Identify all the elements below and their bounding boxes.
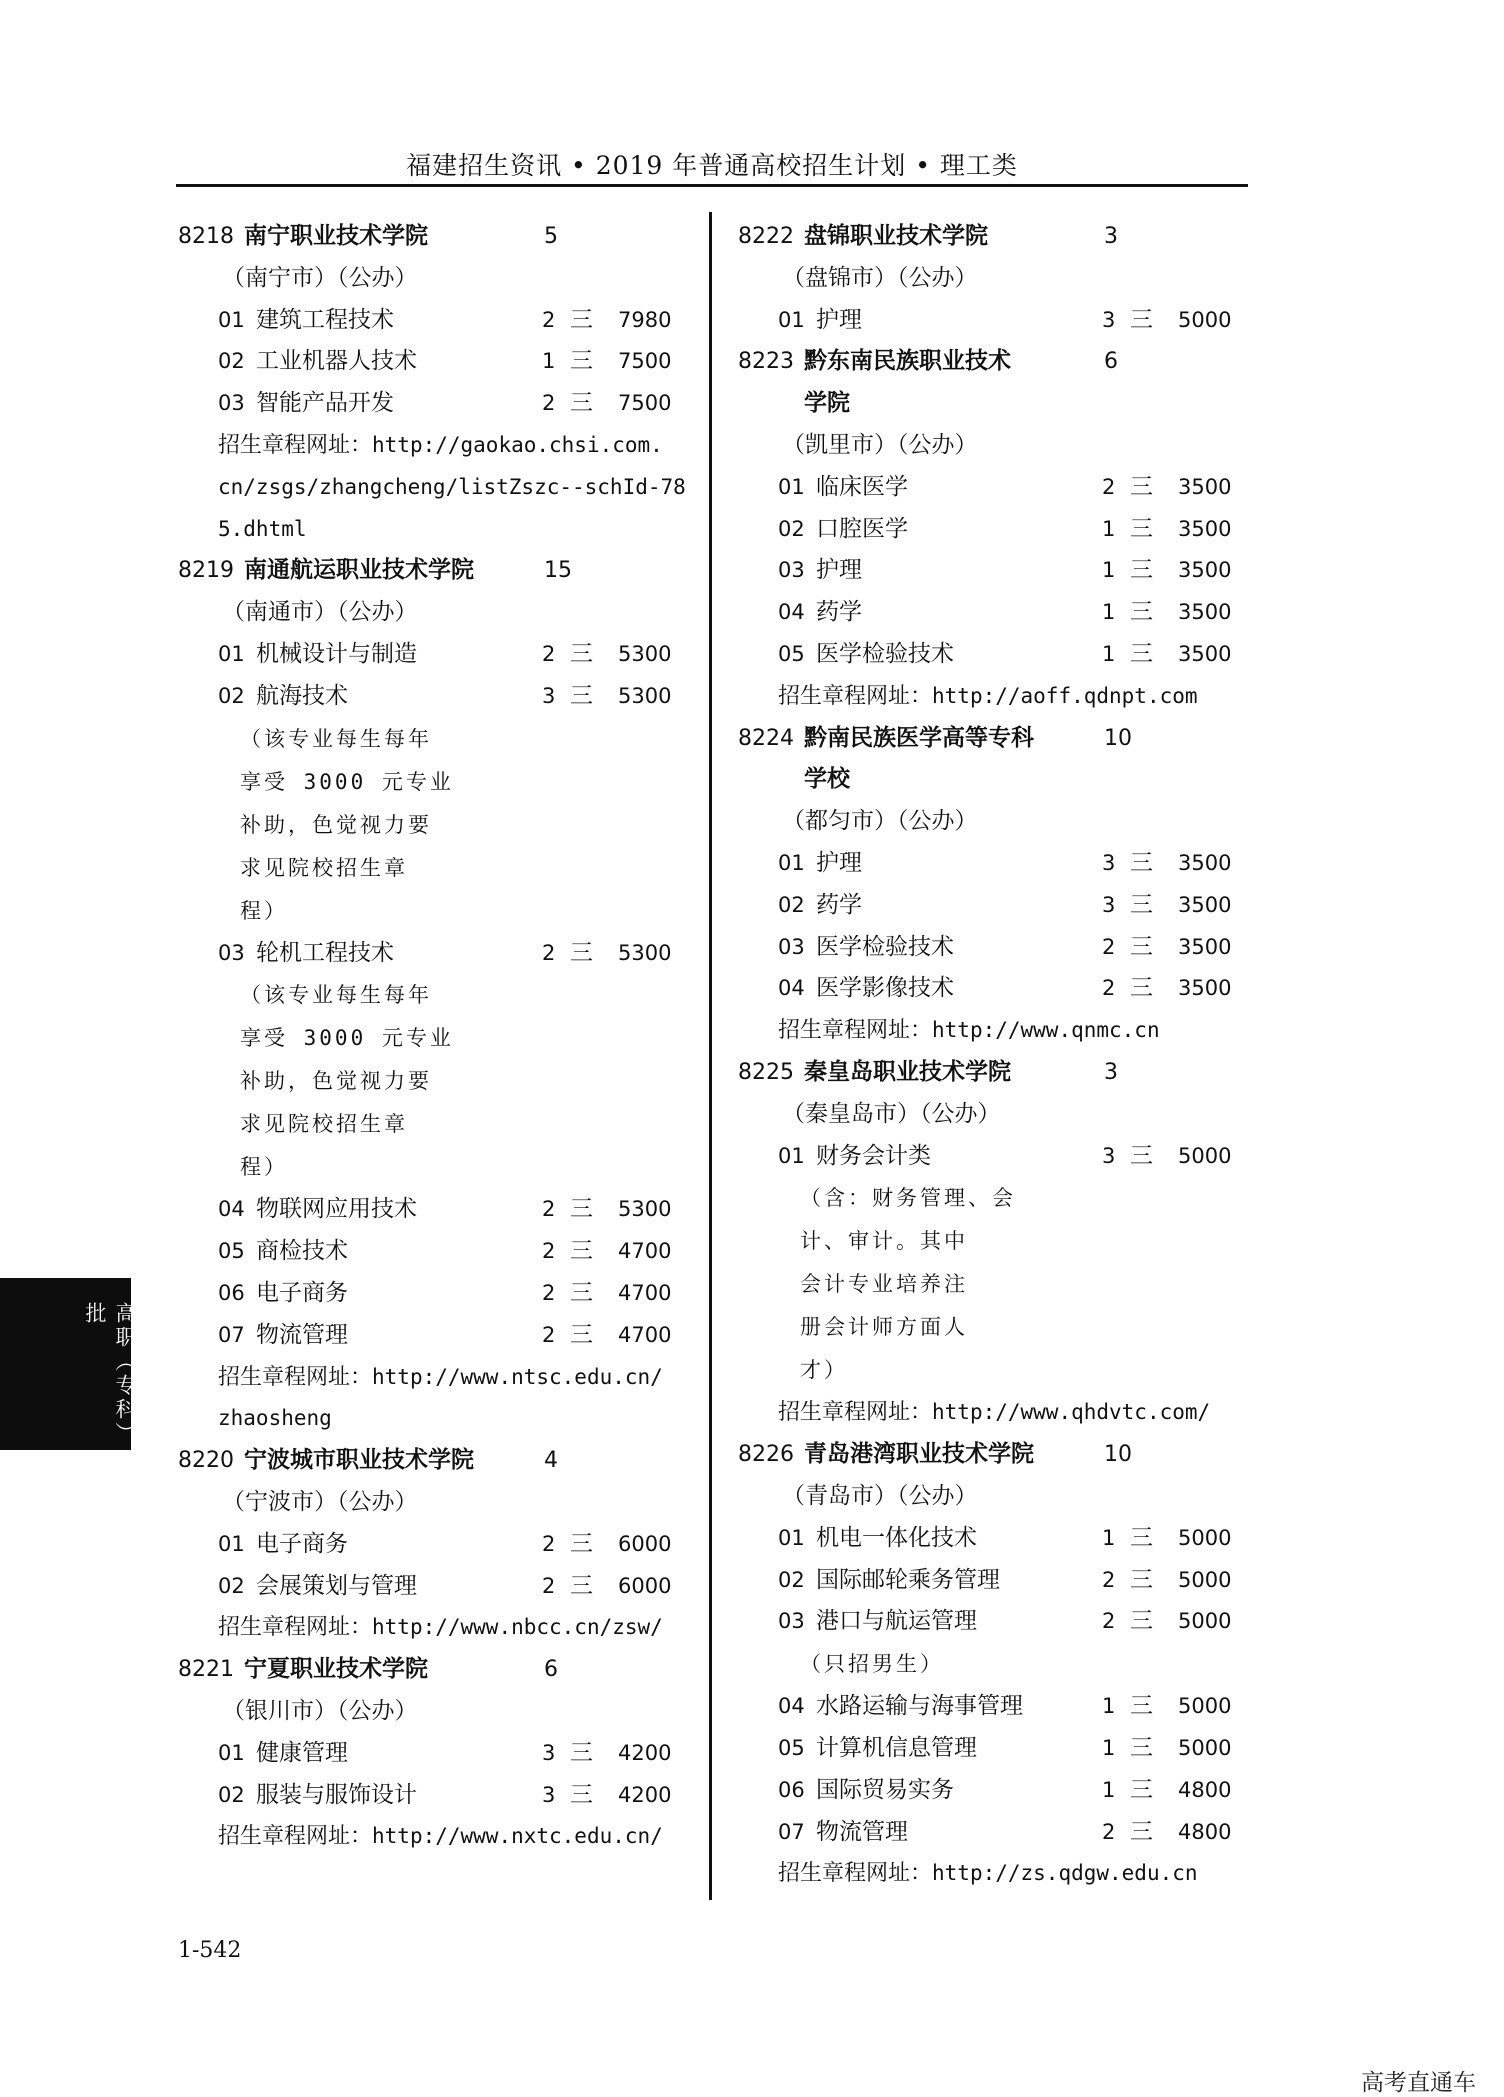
major-number: 05 [218,1239,245,1264]
major-note-line: 册会计师方面人 [800,1315,968,1340]
major-row [738,550,1248,592]
major-note-line: （该专业每生每年 [240,726,432,751]
admission-url[interactable] [178,425,688,467]
major-number: 01 [218,1740,245,1765]
major-number: 01 [218,641,245,666]
school-city: （秦皇岛市）（公办） [782,1100,1001,1127]
major-row [178,1231,688,1273]
major-number: 02 [218,1782,245,1807]
major-plan: 2 [1102,976,1116,1001]
major-number: 05 [778,1735,805,1760]
major-note-line: 求见院校招生章 [240,855,408,880]
major-fee: 5000 [1178,1143,1232,1168]
major-fee: 3500 [1178,474,1232,499]
school-city: （凯里市）（公办） [782,431,978,458]
school-code: 8219 [178,558,234,584]
major-plan: 1 [542,349,556,374]
major-fee: 6000 [618,1573,672,1598]
major-fee: 3500 [1178,516,1232,541]
major-name: 护理 [816,557,862,584]
major-years: 三 [570,1279,593,1306]
url-label: 招生章程网址： [218,1824,373,1850]
major-years: 三 [1130,975,1153,1002]
major-name: 航海技术 [256,682,348,709]
header-rule [176,184,1248,187]
major-plan: 3 [542,683,556,708]
major-row [738,467,1248,509]
school-total: 6 [544,1657,558,1683]
major-name: 物联网应用技术 [256,1196,417,1223]
school-name: 宁夏职业技术学院 [244,1656,428,1683]
page-header-title: 福建招生资讯 • 2019 年普通高校招生计划 • 理工类 [406,151,1018,180]
school-city: （青岛市）（公办） [782,1482,978,1509]
major-row [178,341,688,383]
major-plan: 2 [1102,934,1116,959]
major-fee: 6000 [618,1531,672,1556]
major-plan: 2 [542,307,556,332]
school-code: 8225 [738,1059,794,1085]
major-years: 三 [570,1196,593,1223]
school-entry-8218 [178,216,688,258]
major-row [738,1812,1248,1854]
major-name: 港口与航运管理 [816,1608,977,1635]
school-city: （都匀市）（公办） [782,808,978,835]
major-plan: 2 [542,1531,556,1556]
major-years: 三 [1130,557,1153,584]
major-fee: 3500 [1178,934,1232,959]
major-fee: 5300 [618,940,672,965]
admission-url[interactable] [738,1392,1248,1434]
major-plan: 1 [1102,1777,1116,1802]
left-column [178,216,688,1858]
major-row [738,1686,1248,1728]
major-fee: 3500 [1178,600,1232,625]
school-name: 南通航运职业技术学院 [244,557,474,584]
major-years: 三 [570,1321,593,1348]
major-row [178,634,688,676]
school-code: 8218 [178,224,234,249]
major-name: 财务会计类 [816,1142,931,1169]
major-number: 02 [778,1567,805,1592]
major-years: 三 [570,939,593,966]
major-row [738,300,1248,342]
major-number: 04 [778,976,805,1001]
major-note-line: （只招男生） [800,1652,944,1677]
major-fee: 5000 [1178,1735,1232,1760]
school-total: 4 [544,1448,558,1474]
major-number: 04 [778,600,805,625]
major-plan: 2 [542,1197,556,1222]
school-code: 8223 [738,349,794,375]
major-years: 三 [1130,473,1153,500]
major-row [738,843,1248,885]
school-total: 5 [544,224,558,249]
admission-url[interactable] [738,1010,1248,1052]
major-number: 04 [218,1197,245,1222]
major-years: 三 [570,1781,593,1808]
major-number: 02 [778,516,805,541]
major-plan: 2 [542,1573,556,1598]
major-plan: 3 [1102,892,1116,917]
school-code: 8220 [178,1448,234,1474]
major-fee: 4800 [1178,1777,1232,1802]
major-years: 三 [1130,933,1153,960]
major-plan: 1 [1102,1694,1116,1719]
school-name-cont: 学院 [804,390,850,417]
major-years: 三 [570,348,593,375]
major-row [738,592,1248,634]
major-years: 三 [1130,1776,1153,1803]
school-city: （南通市）（公办） [222,599,418,626]
major-row [738,968,1248,1010]
major-name: 工业机器人技术 [256,348,417,375]
school-entry-8224 [738,718,1248,760]
major-name: 健康管理 [256,1739,348,1766]
major-plan: 2 [542,1322,556,1347]
major-name: 临床医学 [816,473,908,500]
admission-url-continued[interactable]: cn/zsgs/zhangcheng/listZszc--schId-78 [218,474,686,499]
major-fee: 3500 [1178,892,1232,917]
major-number: 04 [778,1694,805,1719]
major-number: 01 [778,850,805,875]
major-number: 06 [218,1280,245,1305]
side-tab-label: 高职（专科）批 [83,1302,137,1446]
major-plan: 2 [542,641,556,666]
major-years: 三 [1130,1142,1153,1169]
url-label: 招生章程网址： [218,432,373,458]
major-fee: 7500 [618,349,672,374]
major-row [178,1315,688,1357]
major-number: 03 [778,558,805,583]
school-name-continued [738,759,1248,801]
major-row [738,634,1248,676]
major-name: 商检技术 [256,1238,348,1265]
major-number: 01 [778,1143,805,1168]
major-fee: 5300 [618,641,672,666]
school-entry-8220 [178,1440,688,1482]
major-note-line: 程） [240,1155,288,1180]
section-side-tab [0,1278,137,1450]
admission-url[interactable] [178,1357,688,1399]
school-name: 宁波城市职业技术学院 [244,1447,474,1474]
major-number: 02 [778,892,805,917]
major-number: 01 [218,307,245,332]
major-name: 建筑工程技术 [256,306,394,333]
school-entry-8226 [738,1434,1248,1476]
school-name-cont: 学校 [804,766,850,793]
major-plan: 2 [542,1280,556,1305]
major-years: 三 [570,682,593,709]
major-name: 计算机信息管理 [816,1734,977,1761]
major-number: 02 [218,349,245,374]
major-note-line: 计、审计。其中 [800,1229,968,1254]
major-row [178,1733,688,1775]
major-row [178,1273,688,1315]
school-name: 黔南民族医学高等专科 [804,724,1034,751]
major-years: 三 [570,390,593,417]
major-number: 01 [778,474,805,499]
school-name-continued [738,383,1248,425]
page-number: 1-542 [178,1938,242,1963]
major-name: 国际邮轮乘务管理 [816,1566,1000,1593]
major-row [738,509,1248,551]
major-name: 轮机工程技术 [256,939,394,966]
admission-url[interactable] [178,1816,688,1858]
major-plan: 1 [1102,516,1116,541]
major-fee: 3500 [1178,976,1232,1001]
major-years: 三 [1130,891,1153,918]
major-number: 03 [218,940,245,965]
major-number: 05 [778,641,805,666]
major-note-line: 才） [800,1358,848,1383]
major-row [738,1728,1248,1770]
major-note-line: 享受 3000 元专业 [240,1026,454,1051]
major-row [738,927,1248,969]
school-entry-8222 [738,216,1248,258]
major-years: 三 [570,1572,593,1599]
major-row [178,383,688,425]
school-total: 10 [1104,725,1132,751]
major-fee: 5000 [1178,1525,1232,1550]
major-number: 07 [218,1322,245,1347]
major-plan: 3 [1102,850,1116,875]
major-note-line: 补助，色觉视力要 [240,1069,432,1094]
school-entry-8219 [178,550,688,592]
major-plan: 1 [1102,1735,1116,1760]
major-name: 机械设计与制造 [256,640,417,667]
major-row [738,1560,1248,1602]
major-plan: 2 [1102,1567,1116,1592]
major-plan: 3 [542,1740,556,1765]
major-plan: 1 [1102,600,1116,625]
major-row [178,676,688,718]
major-fee: 3500 [1178,850,1232,875]
url-text[interactable]: http://aoff.qdnpt.com [932,683,1198,708]
major-number: 01 [218,1531,245,1556]
major-name: 会展策划与管理 [256,1572,417,1599]
major-name: 智能产品开发 [256,390,394,417]
major-fee: 5000 [1178,307,1232,332]
major-note-line: 会计专业培养注 [800,1272,968,1297]
major-fee: 4800 [1178,1819,1232,1844]
major-fee: 4700 [618,1322,672,1347]
major-plan: 2 [1102,1819,1116,1844]
admission-url[interactable] [178,1607,688,1649]
major-fee: 5300 [618,1197,672,1222]
major-number: 06 [778,1777,805,1802]
major-years: 三 [1130,849,1153,876]
school-code: 8221 [178,1657,234,1683]
major-fee: 5000 [1178,1694,1232,1719]
major-years: 三 [1130,306,1153,333]
school-total: 3 [1104,224,1118,249]
major-years: 三 [1130,515,1153,542]
url-label: 招生章程网址： [218,1615,373,1641]
school-entry-8221 [178,1649,688,1691]
major-row [178,1775,688,1817]
major-note-line: （含：财务管理、会 [800,1186,1016,1211]
major-name: 电子商务 [256,1530,348,1557]
major-years: 三 [570,640,593,667]
major-plan: 3 [1102,307,1116,332]
major-plan: 2 [542,391,556,416]
column-divider [709,212,712,1900]
major-fee: 3500 [1178,641,1232,666]
right-column [738,216,1248,1895]
major-name: 医学检验技术 [816,640,954,667]
major-fee: 5300 [618,683,672,708]
school-city: （南宁市）（公办） [222,264,418,291]
major-years: 三 [570,1530,593,1557]
major-note-line: 求见院校招生章 [240,1112,408,1137]
major-years: 三 [1130,640,1153,667]
major-number: 02 [218,683,245,708]
major-fee: 7500 [618,391,672,416]
major-fee: 5000 [1178,1609,1232,1634]
major-fee: 5000 [1178,1567,1232,1592]
major-years: 三 [1130,1734,1153,1761]
major-row [738,1601,1248,1643]
url-label: 招生章程网址： [778,1400,933,1426]
major-years: 三 [1130,1693,1153,1720]
major-name: 药学 [816,891,862,918]
school-code: 8226 [738,1442,794,1468]
major-years: 三 [570,1238,593,1265]
major-number: 01 [778,307,805,332]
url-text[interactable]: http://www.qhdvtc.com/ [932,1400,1211,1425]
school-city: （银川市）（公办） [222,1697,418,1724]
school-total: 3 [1104,1059,1118,1085]
major-years: 三 [570,306,593,333]
school-total: 15 [544,558,572,584]
major-row [738,1136,1248,1178]
watermark: 高考直通车 [1361,2070,1476,2096]
major-note-line: 享受 3000 元专业 [240,769,454,794]
school-code: 8222 [738,224,794,249]
major-number: 03 [218,391,245,416]
major-row [178,300,688,342]
major-fee: 4200 [618,1782,672,1807]
major-years: 三 [1130,599,1153,626]
major-name: 物流管理 [256,1321,348,1348]
major-fee: 3500 [1178,558,1232,583]
school-entry-8225 [738,1052,1248,1094]
major-number: 07 [778,1819,805,1844]
url-label: 招生章程网址： [778,683,933,709]
school-name: 盘锦职业技术学院 [804,223,988,249]
major-plan: 1 [1102,641,1116,666]
school-name: 青岛港湾职业技术学院 [804,1441,1034,1468]
url-label: 招生章程网址： [778,1861,933,1887]
major-name: 服装与服饰设计 [256,1781,417,1808]
major-row [738,885,1248,927]
major-name: 口腔医学 [816,515,908,542]
major-row [178,933,688,975]
major-name: 电子商务 [256,1279,348,1306]
major-note-line: 补助，色觉视力要 [240,812,432,837]
major-number: 02 [218,1573,245,1598]
major-plan: 2 [1102,474,1116,499]
major-name: 护理 [816,849,862,876]
major-row [178,1524,688,1566]
major-plan: 2 [1102,1609,1116,1634]
url-text[interactable]: http://www.nxtc.edu.cn/ [372,1824,663,1849]
major-years: 三 [1130,1566,1153,1593]
school-city: （宁波市）（公办） [222,1488,418,1515]
major-plan: 2 [542,1239,556,1264]
major-number: 03 [778,934,805,959]
major-plan: 2 [542,940,556,965]
major-fee: 4700 [618,1280,672,1305]
major-note-line: 程） [240,898,288,923]
major-row [178,1189,688,1231]
major-name: 国际贸易实务 [816,1776,954,1803]
major-number: 01 [778,1525,805,1550]
major-note-line: （该专业每生每年 [240,983,432,1008]
url-text[interactable]: http://zs.qdgw.edu.cn [932,1861,1198,1886]
major-number: 03 [778,1609,805,1634]
url-text[interactable]: http://www.qnmc.cn [932,1018,1160,1043]
major-row [738,1770,1248,1812]
school-total: 6 [1104,349,1118,375]
major-fee: 7980 [618,307,672,332]
major-name: 水路运输与海事管理 [816,1693,1023,1720]
url-text[interactable]: http://www.ntsc.edu.cn/ [372,1364,663,1389]
major-name: 医学检验技术 [816,933,954,960]
school-code: 8224 [738,725,794,751]
school-name: 南宁职业技术学院 [244,223,428,249]
url-text[interactable]: http://gaokao.chsi.com. [372,432,663,457]
url-label: 招生章程网址： [778,1018,933,1044]
major-fee: 4200 [618,1740,672,1765]
admission-url[interactable] [738,676,1248,718]
major-years: 三 [1130,1818,1153,1845]
major-row [738,1518,1248,1560]
major-years: 三 [1130,1524,1153,1551]
admission-url-continued[interactable]: 5.dhtml [218,516,307,541]
admission-url[interactable] [738,1853,1248,1895]
school-name: 秦皇岛职业技术学院 [804,1058,1011,1085]
school-total: 10 [1104,1442,1132,1468]
admission-url-continued[interactable]: zhaosheng [218,1406,332,1431]
major-name: 药学 [816,599,862,626]
url-text[interactable]: http://www.nbcc.cn/zsw/ [372,1615,663,1640]
major-name: 护理 [816,306,862,333]
url-label: 招生章程网址： [218,1364,373,1390]
school-name: 黔东南民族职业技术 [804,348,1011,375]
school-city: （盘锦市）（公办） [782,264,978,291]
major-name: 医学影像技术 [816,975,954,1002]
school-entry-8223 [738,341,1248,383]
major-plan: 1 [1102,1525,1116,1550]
major-fee: 4700 [618,1239,672,1264]
major-name: 机电一体化技术 [816,1524,977,1551]
major-years: 三 [570,1739,593,1766]
major-name: 物流管理 [816,1818,908,1845]
major-plan: 1 [1102,558,1116,583]
major-row [178,1566,688,1608]
major-years: 三 [1130,1608,1153,1635]
major-plan: 3 [542,1782,556,1807]
major-plan: 3 [1102,1143,1116,1168]
